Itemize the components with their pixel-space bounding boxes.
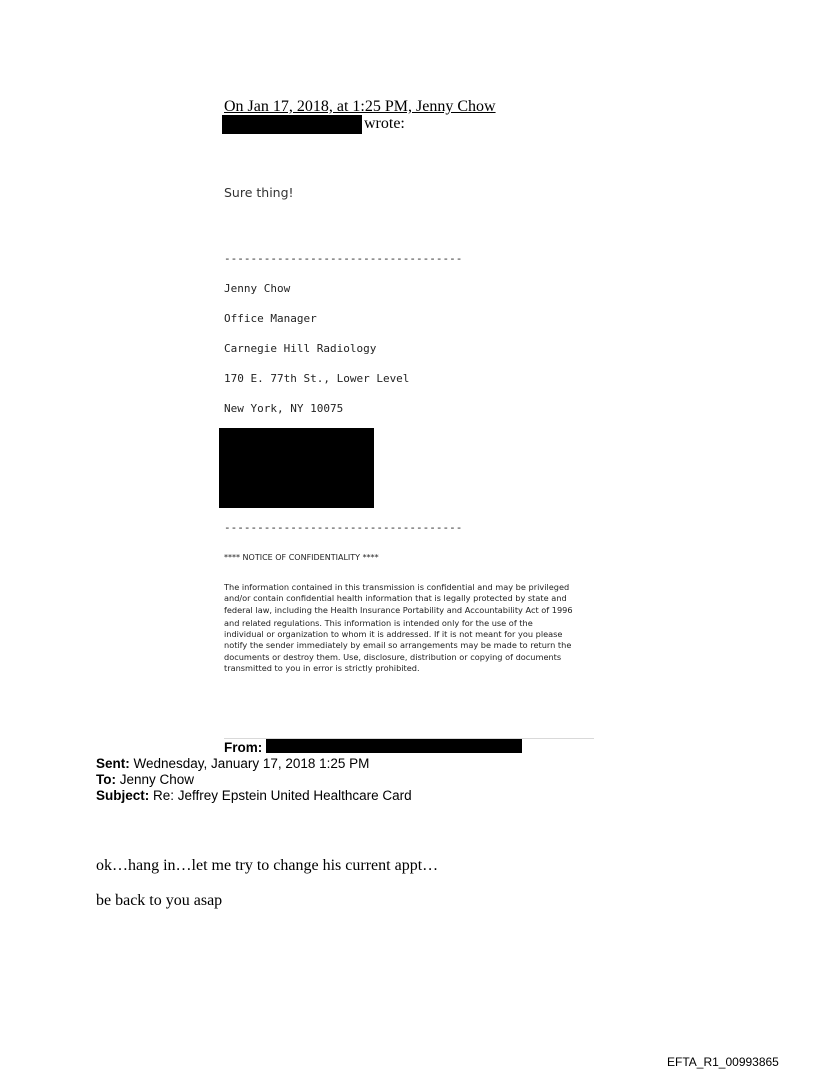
to-row [96, 772, 194, 788]
subject-value: Re: Jeffrey Epstein United Healthcare Card [153, 788, 412, 803]
signature-divider-top: ------------------------------------ [224, 252, 463, 265]
message-line-2: be back to you asap [96, 892, 223, 909]
confidentiality-line: notify the sender immediately by email so arrangements may be made to return the [224, 640, 572, 651]
confidentiality-line: federal law, including the Health Insurance Portability and Accountability Act of 1996 [224, 604, 573, 615]
document-id: EFTA_R1_00993865 [667, 1055, 779, 1069]
confidentiality-heading: **** NOTICE OF CONFIDENTIALITY **** [224, 553, 379, 562]
confidentiality-line: and related regulations. This information is intended only for the use of the [224, 617, 533, 628]
sent-label: Sent: [96, 756, 130, 771]
signature-title: Office Manager [224, 312, 317, 325]
signature-address: 170 E. 77th St., Lower Level [224, 372, 410, 385]
signature-divider-bottom: ------------------------------------ [224, 521, 463, 534]
redaction-block [266, 739, 522, 753]
sent-row [96, 756, 369, 772]
signature-name: Jenny Chow [224, 282, 291, 295]
confidentiality-line: individual or organization to whom it is addressed. If it is not meant for you please [224, 629, 563, 640]
confidentiality-line: transmitted to you in error is strictly prohibited. [224, 663, 420, 674]
subject-row [96, 788, 412, 804]
message-line-1: ok…hang in…let me try to change his current appt… [96, 857, 439, 874]
signature-company: Carnegie Hill Radiology [224, 342, 377, 355]
redaction-block [222, 115, 362, 134]
to-label: To: [96, 772, 116, 787]
redaction-block [219, 428, 374, 508]
to-value: Jenny Chow [119, 772, 195, 787]
signature-city: New York, NY 10075 [224, 402, 344, 415]
confidentiality-line: The information contained in this transmission is confidential and may be privileged [224, 582, 570, 592]
from-label: From: [224, 740, 263, 755]
confidentiality-line: and/or contain confidential health information that is legally protected by state and [224, 593, 567, 604]
from-row [224, 740, 262, 756]
reply-body: Sure thing! [224, 185, 294, 200]
quote-header-line [224, 98, 496, 116]
confidentiality-body [224, 582, 596, 674]
quote-wrote-text: wrote: [364, 115, 405, 132]
subject-label: Subject: [96, 788, 150, 803]
confidentiality-line: documents or destroy them. Use, disclosure, distribution or copying of documents [224, 651, 562, 662]
sent-value: Wednesday, January 17, 2018 1:25 PM [133, 756, 370, 771]
quote-header-text: On Jan 17, 2018, at 1:25 PM, Jenny Chow [224, 98, 496, 115]
